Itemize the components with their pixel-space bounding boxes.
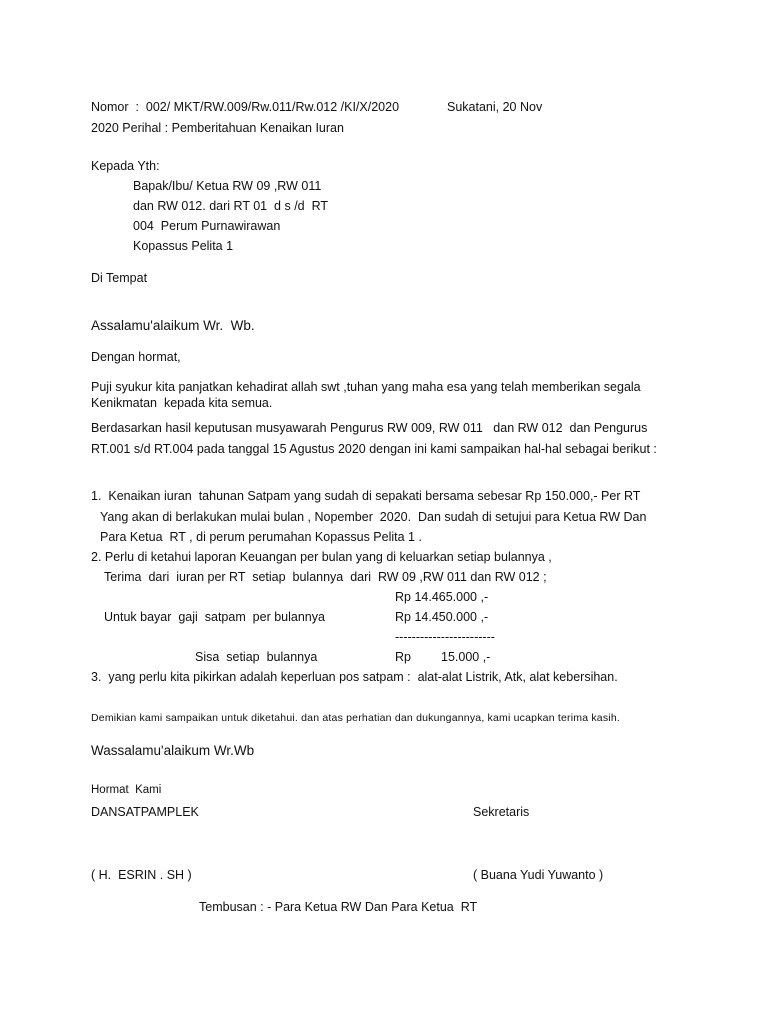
paragraph-line: Kenikmatan kepada kita semua. (91, 396, 273, 410)
recipient-line: 004 Perum Purnawirawan (133, 219, 281, 233)
recipient-line: Kopassus Pelita 1 (133, 239, 234, 253)
paragraph-line: Puji syukur kita panjatkan kehadirat allah swt ,tuhan yang maha esa yang telah memberikan segala (91, 380, 641, 394)
recipient-line: dan RW 012. dari RT 01 d s /d RT (133, 199, 329, 213)
list-item-continuation: Terima dari iuran per RT setiap bulannya dari RW 09 ,RW 011 dan RW 012 ; (104, 570, 547, 584)
signatory-name: ( H. ESRIN . SH ) (91, 868, 192, 882)
balance-currency: Rp (395, 650, 411, 664)
list-item: 1. Kenaikan iuran tahunan Satpam yang sudah di sepakati bersama sebesar Rp 150.000,- Per RT (91, 489, 641, 503)
list-item: 3. yang perlu kita pikirkan adalah keperluan pos satpam : alat-alat Listrik, Atk, alat kebersihan. (91, 670, 618, 684)
signatory-name: ( Buana Yudi Yuwanto ) (473, 868, 604, 882)
list-item: 2. Perlu di ketahui laporan Keuangan per bulan yang di keluarkan setiap bulannya , (91, 550, 552, 564)
balance-amount: 15.000 ,- (441, 650, 491, 664)
balance-label: Sisa setiap bulannya (195, 650, 318, 664)
opening-salutation: Assalamu'alaikum Wr. Wb. (91, 318, 255, 333)
list-item-continuation: Para Ketua RT , di perum perumahan Kopassus Pelita 1 . (100, 530, 422, 544)
paragraph-line: RT.001 s/d RT.004 pada tanggal 15 Agustus 2020 dengan ini kami sampaikan hal-hal sebagai berikut : (91, 442, 657, 456)
signature-heading: Hormat Kami (91, 784, 162, 796)
expense-label: Untuk bayar gaji satpam per bulannya (104, 610, 325, 624)
letter-place-date: Sukatani, 20 Nov (447, 100, 543, 114)
signatory-role: Sekretaris (473, 805, 530, 819)
recipient-line: Bapak/Ibu/ Ketua RW 09 ,RW 011 (133, 179, 322, 193)
signatory-org: DANSATPAMPLEK (91, 805, 199, 819)
closing-statement: Demikian kami sampaikan untuk diketahui. dan atas perhatian dan dukungannya, kami ucapkan terima kasih. (91, 712, 620, 724)
paragraph-line: Berdasarkan hasil keputusan musyawarah Pengurus RW 009, RW 011 dan RW 012 dan Pengurus (91, 421, 648, 435)
letter-subject: 2020 Perihal : Pemberitahuan Kenaikan Iuran (91, 121, 344, 135)
recipient-heading: Kepada Yth: (91, 159, 160, 173)
sum-divider: ------------------------ (395, 630, 495, 644)
opening-respect: Dengan hormat, (91, 350, 181, 364)
list-item-continuation: Yang akan di berlakukan mulai bulan , Nopember 2020. Dan sudah di setujui para Ketua RW Dan (100, 510, 647, 524)
recipient-place: Di Tempat (91, 271, 148, 285)
carbon-copy: Tembusan : - Para Ketua RW Dan Para Ketua RT (199, 900, 478, 914)
closing-salutation: Wassalamu'alaikum Wr.Wb (91, 743, 255, 758)
income-amount: Rp 14.465.000 ,- (395, 590, 489, 604)
expense-amount: Rp 14.450.000 ,- (395, 610, 489, 624)
letter-number: Nomor : 002/ MKT/RW.009/Rw.011/Rw.012 /KI/X/2020 (91, 100, 400, 114)
